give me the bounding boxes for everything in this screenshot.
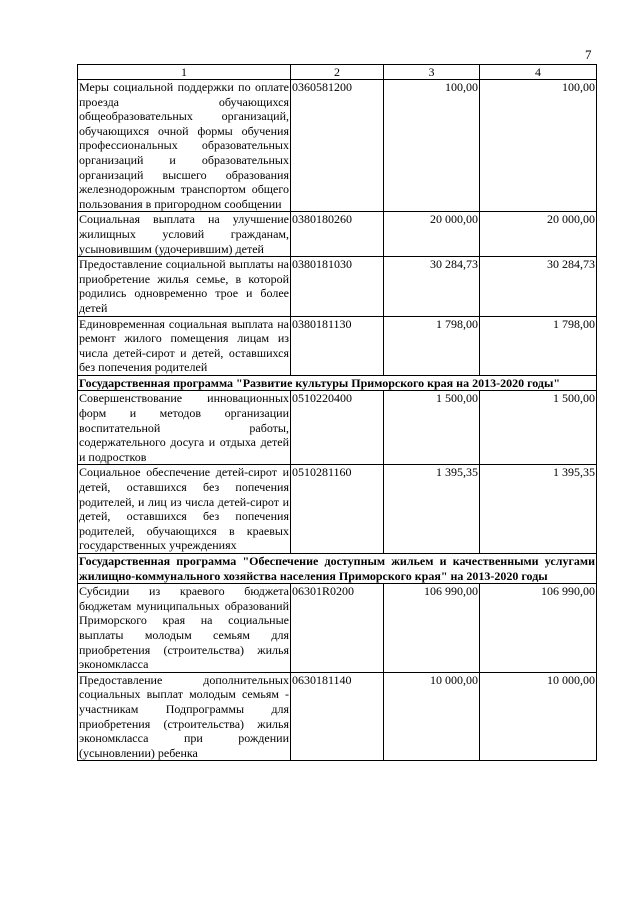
- amount-column-4: 30 284,73: [480, 257, 597, 316]
- expense-name: Социальное обеспечение детей-сирот и детей, оставшихся без попечения родителей, и лиц из числа детей-сирот и детей, оставшихся без попечения родителей, обучающихся в краевых государственных учреждениях: [79, 465, 289, 553]
- amount-column-3: 10 000,00: [384, 672, 480, 761]
- expense-name: Субсидии из краевого бюджета бюджетам муниципальных образований Приморского края на социальные выплаты молодым семьям для приобретения (строительства) жилья экономкласса: [79, 584, 289, 672]
- amount-column-3: 30 284,73: [384, 257, 480, 316]
- budget-code: 0380181130: [291, 316, 384, 375]
- table-row: [78, 672, 597, 761]
- budget-code: 0360581200: [291, 80, 384, 212]
- expense-name: Предоставление дополнительных социальных выплат молодым семьям - участникам Подпрограммы для приобретения (строительства) жилья экономкласса при рождении (усыновлении) ребенка: [79, 672, 289, 760]
- table-row: [78, 584, 597, 673]
- expense-name: Социальная выплата на улучшение жилищных условий гражданам, усыновившим (удочерившим) детей: [79, 212, 289, 256]
- amount-column-4: 1 798,00: [480, 316, 597, 375]
- amount-column-4: 20 000,00: [480, 212, 597, 257]
- amount-column-3: 1 395,35: [384, 465, 480, 554]
- expense-name: Предоставление социальной выплаты на приобретение жилья семье, в которой родились одновременно трое и более детей: [79, 257, 289, 315]
- program-title: Государственная программа "Развитие культуры Приморского края на 2013-2020 годы": [78, 375, 597, 391]
- program-title: Государственная программа "Обеспечение доступным жильем и качественными услугами жилищно-коммунального хозяйства населения Приморского края" на 2013-2020 годы: [79, 554, 595, 583]
- budget-code: 0380180260: [291, 212, 384, 257]
- column-header-4: 4: [480, 65, 597, 80]
- amount-column-4: 1 500,00: [480, 391, 597, 465]
- table-row: [78, 257, 597, 316]
- amount-column-3: 20 000,00: [384, 212, 480, 257]
- budget-code: 06301R0200: [291, 584, 384, 673]
- table-row: [78, 212, 597, 257]
- amount-column-3: 106 990,00: [384, 584, 480, 673]
- amount-column-3: 100,00: [384, 80, 480, 212]
- amount-column-4: 1 395,35: [480, 465, 597, 554]
- table-row: [78, 80, 597, 212]
- expense-name: Меры социальной поддержки по оплате проезда обучающихся общеобразовательных организаций, обучающихся очной формы обучения профессиональных образовательных организаций и образовательных организаций высшего образования железнодорожным транспортом общего пользования в пригородном сообщении: [79, 80, 289, 211]
- table-body: [78, 65, 597, 761]
- amount-column-4: 106 990,00: [480, 584, 597, 673]
- table-header-row: [78, 65, 597, 80]
- amount-column-3: 1 798,00: [384, 316, 480, 375]
- program-heading-row: [78, 554, 597, 584]
- column-header-2: 2: [291, 65, 384, 80]
- column-header-1: 1: [78, 65, 291, 80]
- page-number: 7: [585, 47, 592, 62]
- program-heading-row: [78, 375, 597, 391]
- budget-code: 0510281160: [291, 465, 384, 554]
- budget-code: 0630181140: [291, 672, 384, 761]
- budget-code: 0380181030: [291, 257, 384, 316]
- amount-column-4: 100,00: [480, 80, 597, 212]
- table-row: [78, 391, 597, 465]
- expense-name: Единовременная социальная выплата на ремонт жилого помещения лицам из числа детей-сирот и детей, оставшихся без попечения родителей: [79, 316, 289, 375]
- table-row: [78, 465, 597, 554]
- column-header-3: 3: [384, 65, 480, 80]
- expense-name: Совершенствование инновационных форм и методов организации воспитательной работы, содержательного досуга и отдыха детей и подростков: [79, 391, 289, 464]
- budget-code: 0510220400: [291, 391, 384, 465]
- budget-table: [77, 64, 597, 761]
- amount-column-3: 1 500,00: [384, 391, 480, 465]
- amount-column-4: 10 000,00: [480, 672, 597, 761]
- table-row: [78, 316, 597, 375]
